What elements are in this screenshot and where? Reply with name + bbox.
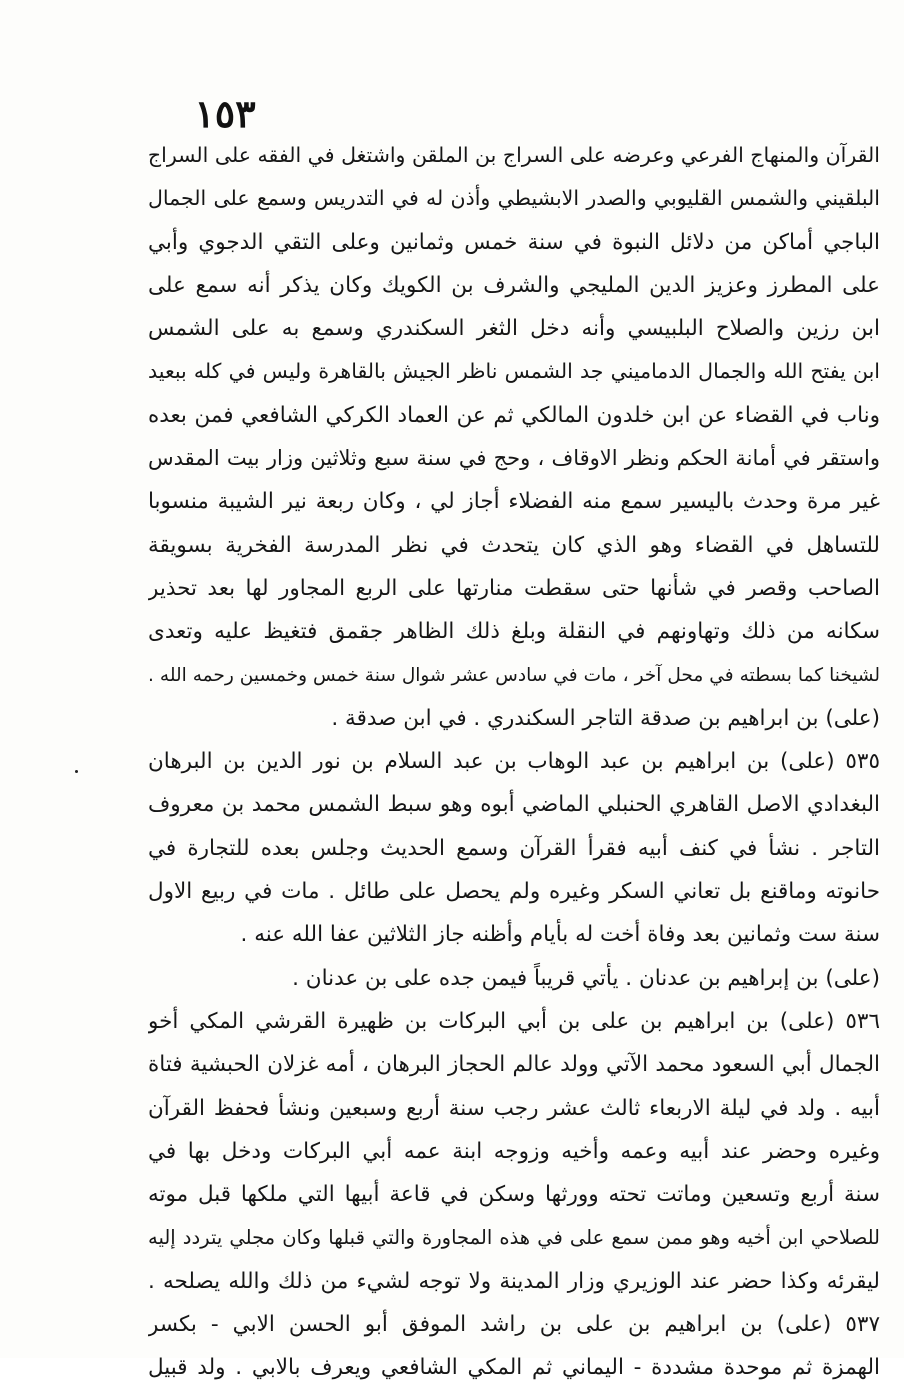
text-line: وناب في القضاء عن ابن خلدون المالكي ثم عن العماد الكركي الشافعي فمن بعده [148, 402, 880, 428]
text-line: ابن يفتح الله والجمال الدماميني جد الشمس ناظر الجيش بالقاهرة وليس في كله ببعيد [148, 359, 880, 384]
entry-reference-line: (على) بن إبراهيم بن عدنان . يأتي قريباً فيمن جده على بن عدنان . [292, 965, 880, 991]
text-line: على المطرز وعزيز الدين المليجي والشرف بن الكويك وكان يذكر أنه سمع على [148, 272, 880, 298]
text-line: للصلاحي ابن أخيه وهو ممن سمع على في هذه المجاورة والتي قبلها وكان مجلي يتردد إليه [148, 1226, 880, 1250]
entry-start-line: ٥٣٧ (على) بن ابراهيم بن على بن راشد الموفق أبو الحسن الابي - بكسر [148, 1312, 880, 1338]
entry-start-line: ٥٣٦ (على) بن ابراهيم بن على بن أبي البركات بن ظهيرة القرشي المكي أخو [148, 1008, 880, 1034]
text-line: سنة ست وثمانين بعد وفاة أخت له بأيام وأظنه جاز الثلاثين عفا الله عنه . [240, 922, 880, 948]
text-line: الجمال أبي السعود محمد الآتي وولد عالم الحجاز البرهان ، أمه غزلان الحبشية فتاة [148, 1052, 880, 1078]
text-line: ابن رزين والصلاح البلبيسي وأنه دخل الثغر السكندري وسمع به على الشمس [148, 316, 880, 342]
entry-start-line: ٥٣٥ (على) بن ابراهيم بن عبد الوهاب بن عبد السلام بن نور الدين بن البرهان [148, 749, 880, 775]
page-number: ١٥٣ [194, 91, 256, 136]
text-line: سنة أربع وتسعين وماتت تحته وورثها وسكن في قاعة أبيها التي ملكها قبل موته [148, 1182, 880, 1208]
text-line: الهمزة ثم موحدة مشددة - اليماني ثم المكي الشافعي ويعرف بالابي . ولد قبيل [148, 1355, 880, 1381]
text-line: للتساهل في القضاء وهو الذي كان يتحدث في نظر المدرسة الفخرية بسويقة [148, 532, 880, 558]
text-line: القرآن والمنهاج الفرعي وعرضه على السراج بن الملقن واشتغل في الفقه على السراج [148, 143, 880, 167]
text-line: الباجي أماكن من دلائل النبوة في سنة خمس وثمانين وعلى التقي الدجوي وأبي [148, 229, 880, 255]
text-line: ليقرئه وكذا حضر عند الوزيري وزار المدينة ولا توجه لشيء من ذلك والله يصلحه . [148, 1268, 880, 1294]
text-line: أبيه . ولد في ليلة الاربعاء ثالث عشر رجب سنة أربع وسبعين ونشأ فحفظ القرآن [148, 1095, 880, 1121]
text-line: غير مرة وحدث باليسير سمع منه الفضلاء أجاز لي ، وكان ربعة نير الشيبة منسوبا [148, 489, 880, 515]
text-line: واستقر في أمانة الحكم ونظر الاوقاف ، وحج في سنة سبع وثلاثين وزار بيت المقدس [148, 446, 880, 471]
entry-reference-line: (على) بن ابراهيم بن صدقة التاجر السكندري . في ابن صدقة . [331, 705, 880, 731]
text-line: البلقيني والشمس القليوبي والصدر الابشيطي وأذن له في التدريس وسمع على الجمال [148, 186, 880, 211]
body-text [148, 134, 880, 1390]
text-line: التاجر . نشأ في كنف أبيه فقرأ القرآن وسمع الحديث وجلس بعده للتجارة في [148, 835, 880, 861]
text-line: سكانه من ذلك وتهاونهم في النقلة وبلغ ذلك الظاهر جقمق فتغيظ عليه وتعدى [148, 619, 880, 645]
text-line: لشيخنا كما بسطته في محل آخر ، مات في سادس عشر شوال سنة خمس وخمسين رحمه الله . [148, 664, 880, 686]
text-line: البغدادي الاصل القاهري الحنبلي الماضي أبوه وهو سبط الشمس محمد بن معروف [148, 792, 880, 818]
text-line: الصاحب وقصر في شأنها حتى سقطت منارتها على الربع المجاور لها بعد تحذير [148, 575, 880, 601]
text-line: وغيره وحضر عند أبيه وعمه وأخيه وزوجه ابنة عمه أبي البركات ودخل بها في [148, 1138, 880, 1164]
text-line: حانوته وماقنع بل تعاني السكر وغيره ولم يحصل على طائل . مات في ربيع الاول [148, 879, 880, 905]
ink-speck [75, 770, 78, 773]
